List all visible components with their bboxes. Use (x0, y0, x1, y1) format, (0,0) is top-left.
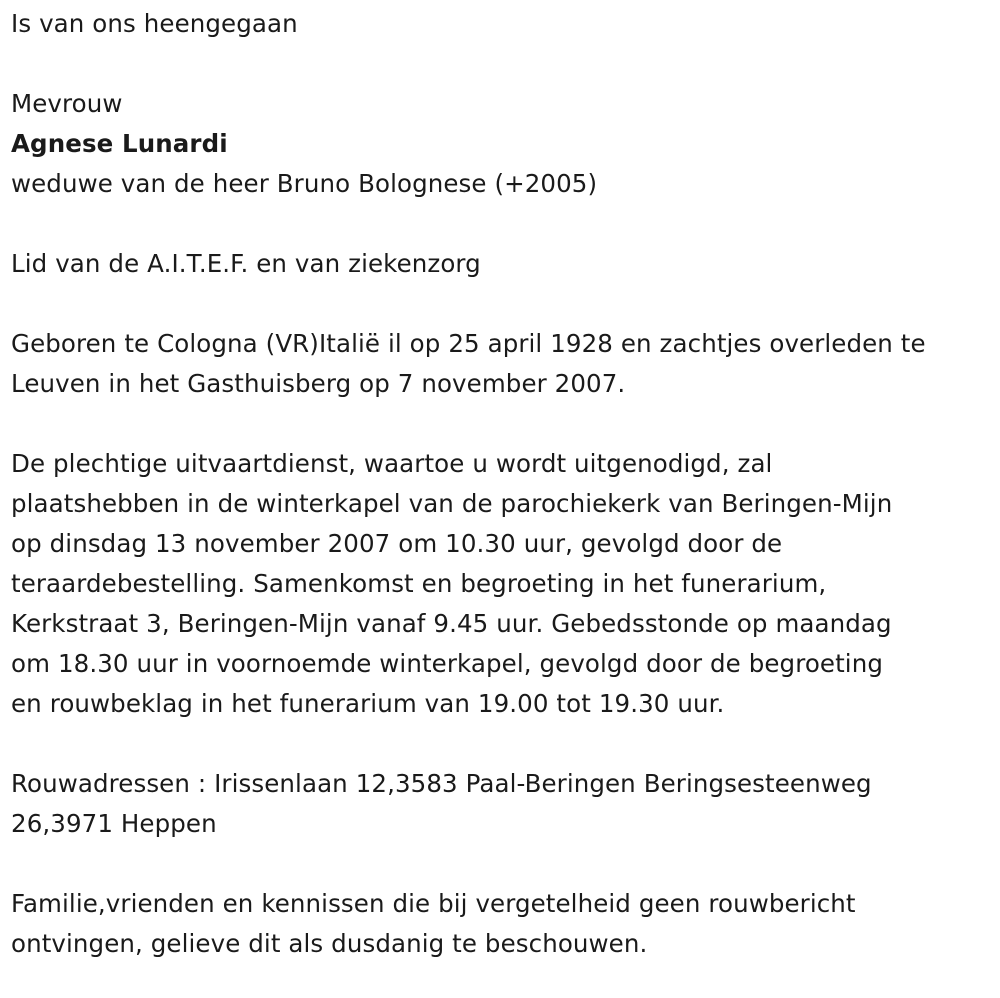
intro-text: Is van ons heengegaan (11, 9, 298, 38)
paragraph-line: om 18.30 uur in voornoemde winterkapel, gevolgd door de begroeting (11, 649, 883, 678)
paragraph-line: en rouwbeklag in het funerarium van 19.00 tot 19.30 uur. (11, 689, 725, 718)
title-prefix: Mevrouw (11, 89, 123, 118)
membership-text: Lid van de A.I.T.E.F. en van ziekenzorg (11, 249, 481, 278)
spacer (11, 284, 996, 324)
deceased-name: Agnese Lunardi (11, 129, 228, 158)
paragraph-line: op dinsdag 13 november 2007 om 10.30 uur, gevolgd door de (11, 529, 783, 558)
paragraph-line: Kerkstraat 3, Beringen-Mijn vanaf 9.45 uur. Gebedsstonde op maandag (11, 609, 892, 638)
paragraph-line: Rouwadressen : Irissenlaan 12,3583 Paal-Beringen Beringsesteenweg (11, 769, 872, 798)
widow-of-text: weduwe van de heer Bruno Bolognese (+2005) (11, 169, 598, 198)
closing-paragraph (11, 884, 996, 964)
paragraph-line: Leuven in het Gasthuisberg op 7 november 2007. (11, 369, 626, 398)
spacer (11, 724, 996, 764)
spacer (11, 844, 996, 884)
spacer (11, 404, 996, 444)
paragraph-line: 26,3971 Heppen (11, 809, 217, 838)
death-notice (11, 4, 996, 964)
funeral-paragraph (11, 444, 996, 724)
paragraph-line: ontvingen, gelieve dit als dusdanig te beschouwen. (11, 929, 648, 958)
paragraph-line: Familie,vrienden en kennissen die bij vergetelheid geen rouwbericht (11, 889, 856, 918)
spacer (11, 204, 996, 244)
paragraph-line: teraardebestelling. Samenkomst en begroeting in het funerarium, (11, 569, 827, 598)
addresses-paragraph (11, 764, 996, 844)
paragraph-line: Geboren te Cologna (VR)Italië il op 25 april 1928 en zachtjes overleden te (11, 329, 926, 358)
spacer (11, 44, 996, 84)
paragraph-line: plaatshebben in de winterkapel van de parochiekerk van Beringen-Mijn (11, 489, 893, 518)
paragraph-line: De plechtige uitvaartdienst, waartoe u wordt uitgenodigd, zal (11, 449, 773, 478)
birth-death-paragraph (11, 324, 996, 404)
